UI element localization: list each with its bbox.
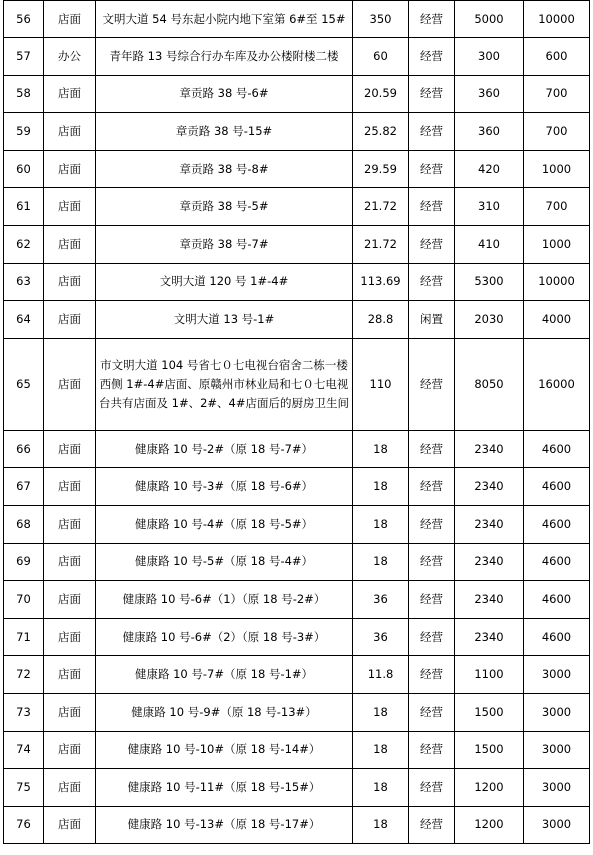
property-type: 店面 bbox=[44, 263, 96, 301]
rent-value-b: 4600 bbox=[524, 430, 590, 468]
table-row bbox=[4, 1, 590, 38]
property-status: 经营 bbox=[409, 150, 455, 188]
property-type: 店面 bbox=[44, 505, 96, 543]
property-address: 章贡路 38 号-8# bbox=[96, 150, 353, 188]
table-row bbox=[4, 263, 590, 301]
property-area: 28.8 bbox=[353, 301, 409, 339]
table-row bbox=[4, 505, 590, 543]
row-number: 62 bbox=[4, 225, 44, 263]
row-number: 67 bbox=[4, 468, 44, 506]
rent-value-b: 4600 bbox=[524, 618, 590, 656]
property-type: 店面 bbox=[44, 188, 96, 226]
property-area: 21.72 bbox=[353, 225, 409, 263]
property-type: 店面 bbox=[44, 543, 96, 581]
property-type: 店面 bbox=[44, 656, 96, 694]
property-type: 店面 bbox=[44, 338, 96, 430]
property-area: 20.59 bbox=[353, 75, 409, 113]
property-type: 店面 bbox=[44, 693, 96, 731]
rent-value-a: 2030 bbox=[455, 301, 524, 339]
table-row bbox=[4, 731, 590, 769]
rent-value-a: 360 bbox=[455, 113, 524, 151]
table-row bbox=[4, 225, 590, 263]
rent-value-a: 5000 bbox=[455, 1, 524, 38]
property-status: 经营 bbox=[409, 543, 455, 581]
property-status: 经营 bbox=[409, 656, 455, 694]
rent-value-b: 4600 bbox=[524, 543, 590, 581]
rent-value-a: 2340 bbox=[455, 468, 524, 506]
property-address: 健康路 10 号-11#（原 18 号-15#） bbox=[96, 769, 353, 807]
property-address: 健康路 10 号-5#（原 18 号-4#） bbox=[96, 543, 353, 581]
row-number: 57 bbox=[4, 38, 44, 76]
property-address: 章贡路 38 号-5# bbox=[96, 188, 353, 226]
property-address: 文明大道 120 号 1#-4# bbox=[96, 263, 353, 301]
property-area: 350 bbox=[353, 1, 409, 38]
rent-value-b: 3000 bbox=[524, 656, 590, 694]
table-row bbox=[4, 150, 590, 188]
row-number: 71 bbox=[4, 618, 44, 656]
property-type: 办公 bbox=[44, 38, 96, 76]
table-row bbox=[4, 806, 590, 844]
table-row bbox=[4, 618, 590, 656]
rent-value-b: 3000 bbox=[524, 806, 590, 844]
row-number: 59 bbox=[4, 113, 44, 151]
rent-value-b: 700 bbox=[524, 188, 590, 226]
property-type: 店面 bbox=[44, 618, 96, 656]
rent-value-a: 1200 bbox=[455, 769, 524, 807]
table-row bbox=[4, 38, 590, 76]
table-row bbox=[4, 113, 590, 151]
table-row bbox=[4, 543, 590, 581]
table-row bbox=[4, 693, 590, 731]
table-row bbox=[4, 338, 590, 430]
table-row bbox=[4, 769, 590, 807]
property-type: 店面 bbox=[44, 806, 96, 844]
rent-value-a: 2340 bbox=[455, 581, 524, 619]
table-row bbox=[4, 75, 590, 113]
table-row bbox=[4, 188, 590, 226]
table-row bbox=[4, 301, 590, 339]
rent-value-a: 5300 bbox=[455, 263, 524, 301]
rent-value-b: 4600 bbox=[524, 468, 590, 506]
rent-value-b: 4600 bbox=[524, 505, 590, 543]
property-type: 店面 bbox=[44, 75, 96, 113]
property-status: 经营 bbox=[409, 430, 455, 468]
rent-value-a: 410 bbox=[455, 225, 524, 263]
property-type: 店面 bbox=[44, 769, 96, 807]
property-area: 18 bbox=[353, 806, 409, 844]
property-area: 18 bbox=[353, 505, 409, 543]
rent-value-b: 600 bbox=[524, 38, 590, 76]
rent-value-a: 1100 bbox=[455, 656, 524, 694]
rent-value-a: 1500 bbox=[455, 731, 524, 769]
property-address: 健康路 10 号-3#（原 18 号-6#） bbox=[96, 468, 353, 506]
property-address: 健康路 10 号-10#（原 18 号-14#） bbox=[96, 731, 353, 769]
rent-value-a: 1500 bbox=[455, 693, 524, 731]
property-status: 经营 bbox=[409, 468, 455, 506]
property-area: 29.59 bbox=[353, 150, 409, 188]
property-area: 18 bbox=[353, 769, 409, 807]
property-type: 店面 bbox=[44, 1, 96, 38]
property-area: 110 bbox=[353, 338, 409, 430]
property-address: 市文明大道 104 号省七０七电视台宿舍二栋一楼西侧 1#-4#店面、原赣州市林业局和七０七电视台共有店面及 1#、2#、4#店面后的厨房卫生间 bbox=[96, 338, 353, 430]
row-number: 65 bbox=[4, 338, 44, 430]
property-status: 闲置 bbox=[409, 301, 455, 339]
property-area: 36 bbox=[353, 581, 409, 619]
property-address: 健康路 10 号-13#（原 18 号-17#） bbox=[96, 806, 353, 844]
property-status: 经营 bbox=[409, 731, 455, 769]
property-type: 店面 bbox=[44, 225, 96, 263]
property-type: 店面 bbox=[44, 581, 96, 619]
property-status: 经营 bbox=[409, 188, 455, 226]
property-area: 18 bbox=[353, 693, 409, 731]
row-number: 63 bbox=[4, 263, 44, 301]
table-row bbox=[4, 581, 590, 619]
property-status: 经营 bbox=[409, 505, 455, 543]
property-address: 章贡路 38 号-7# bbox=[96, 225, 353, 263]
row-number: 64 bbox=[4, 301, 44, 339]
rent-value-b: 10000 bbox=[524, 263, 590, 301]
table-row bbox=[4, 656, 590, 694]
property-type: 店面 bbox=[44, 430, 96, 468]
property-type: 店面 bbox=[44, 301, 96, 339]
rent-value-a: 360 bbox=[455, 75, 524, 113]
rent-value-b: 3000 bbox=[524, 693, 590, 731]
rent-value-b: 1000 bbox=[524, 225, 590, 263]
property-status: 经营 bbox=[409, 693, 455, 731]
row-number: 61 bbox=[4, 188, 44, 226]
property-status: 经营 bbox=[409, 1, 455, 38]
rent-value-b: 1000 bbox=[524, 150, 590, 188]
row-number: 72 bbox=[4, 656, 44, 694]
property-area: 36 bbox=[353, 618, 409, 656]
rent-value-a: 2340 bbox=[455, 430, 524, 468]
property-area: 60 bbox=[353, 38, 409, 76]
property-status: 经营 bbox=[409, 113, 455, 151]
property-status: 经营 bbox=[409, 75, 455, 113]
property-status: 经营 bbox=[409, 38, 455, 76]
property-area: 18 bbox=[353, 731, 409, 769]
property-address: 健康路 10 号-7#（原 18 号-1#） bbox=[96, 656, 353, 694]
property-area: 18 bbox=[353, 468, 409, 506]
property-area: 25.82 bbox=[353, 113, 409, 151]
row-number: 56 bbox=[4, 1, 44, 38]
rent-value-b: 700 bbox=[524, 75, 590, 113]
property-status: 经营 bbox=[409, 806, 455, 844]
rent-value-b: 4600 bbox=[524, 581, 590, 619]
property-status: 经营 bbox=[409, 225, 455, 263]
property-address: 健康路 10 号-6#（1）（原 18 号-2#） bbox=[96, 581, 353, 619]
property-address: 健康路 10 号-4#（原 18 号-5#） bbox=[96, 505, 353, 543]
row-number: 58 bbox=[4, 75, 44, 113]
row-number: 69 bbox=[4, 543, 44, 581]
rent-value-a: 2340 bbox=[455, 505, 524, 543]
property-address: 健康路 10 号-2#（原 18 号-7#） bbox=[96, 430, 353, 468]
property-table-body bbox=[4, 1, 590, 844]
rent-value-b: 3000 bbox=[524, 731, 590, 769]
row-number: 66 bbox=[4, 430, 44, 468]
property-table bbox=[3, 0, 590, 844]
table-row bbox=[4, 430, 590, 468]
property-status: 经营 bbox=[409, 338, 455, 430]
property-type: 店面 bbox=[44, 468, 96, 506]
property-area: 21.72 bbox=[353, 188, 409, 226]
row-number: 60 bbox=[4, 150, 44, 188]
row-number: 70 bbox=[4, 581, 44, 619]
property-address: 健康路 10 号-9#（原 18 号-13#） bbox=[96, 693, 353, 731]
property-status: 经营 bbox=[409, 263, 455, 301]
row-number: 68 bbox=[4, 505, 44, 543]
rent-value-b: 700 bbox=[524, 113, 590, 151]
property-status: 经营 bbox=[409, 618, 455, 656]
property-area: 18 bbox=[353, 543, 409, 581]
rent-value-a: 300 bbox=[455, 38, 524, 76]
rent-value-b: 16000 bbox=[524, 338, 590, 430]
property-status: 经营 bbox=[409, 581, 455, 619]
property-type: 店面 bbox=[44, 150, 96, 188]
property-address: 文明大道 13 号-1# bbox=[96, 301, 353, 339]
property-area: 18 bbox=[353, 430, 409, 468]
table-row bbox=[4, 468, 590, 506]
rent-value-a: 8050 bbox=[455, 338, 524, 430]
property-address: 章贡路 38 号-6# bbox=[96, 75, 353, 113]
property-type: 店面 bbox=[44, 113, 96, 151]
property-address: 章贡路 38 号-15# bbox=[96, 113, 353, 151]
row-number: 75 bbox=[4, 769, 44, 807]
rent-value-b: 10000 bbox=[524, 1, 590, 38]
row-number: 76 bbox=[4, 806, 44, 844]
rent-value-a: 420 bbox=[455, 150, 524, 188]
property-address: 健康路 10 号-6#（2）（原 18 号-3#） bbox=[96, 618, 353, 656]
property-address: 青年路 13 号综合行办车库及办公楼附楼二楼 bbox=[96, 38, 353, 76]
property-address: 文明大道 54 号东起小院内地下室第 6#至 15# bbox=[96, 1, 353, 38]
rent-value-a: 2340 bbox=[455, 543, 524, 581]
property-area: 113.69 bbox=[353, 263, 409, 301]
property-status: 经营 bbox=[409, 769, 455, 807]
rent-value-b: 3000 bbox=[524, 769, 590, 807]
property-area: 11.8 bbox=[353, 656, 409, 694]
row-number: 73 bbox=[4, 693, 44, 731]
rent-value-a: 1200 bbox=[455, 806, 524, 844]
row-number: 74 bbox=[4, 731, 44, 769]
property-type: 店面 bbox=[44, 731, 96, 769]
rent-value-a: 2340 bbox=[455, 618, 524, 656]
rent-value-a: 310 bbox=[455, 188, 524, 226]
rent-value-b: 4000 bbox=[524, 301, 590, 339]
property-table-container bbox=[3, 0, 589, 844]
